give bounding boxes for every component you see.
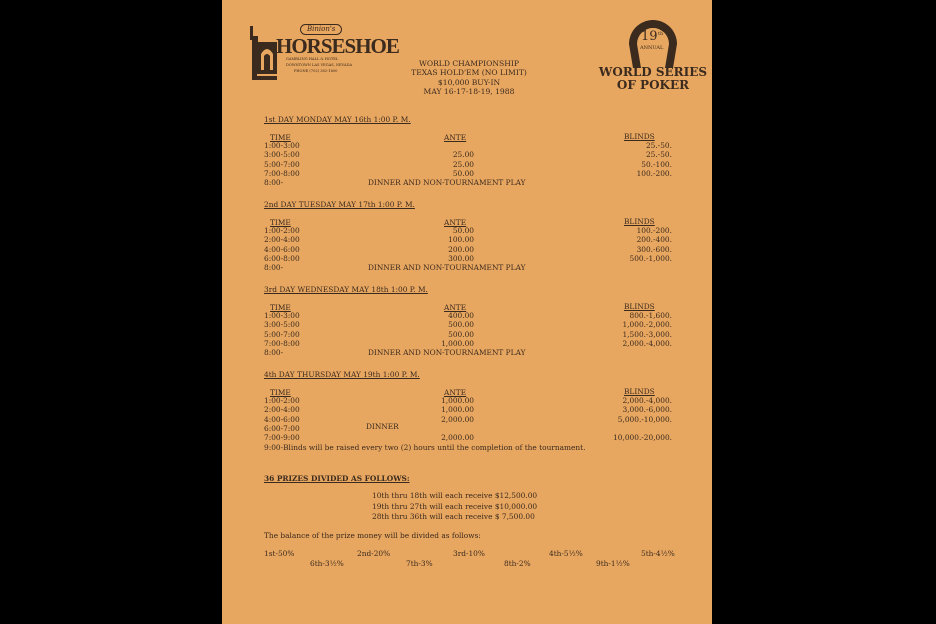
header-blinds: BLINDS — [624, 132, 655, 141]
badge-title-line1: WORLD SERIES — [598, 65, 708, 79]
blinds-cell: 100.-200. — [636, 226, 672, 235]
blinds-cell: 1,500.-3,000. — [622, 329, 672, 339]
prize-line: 10th thru 18th will each receive $12,500.00 — [372, 491, 538, 500]
percent-item: 3rd-10% — [453, 549, 485, 558]
badge-title-line2: OF POKER — [616, 78, 690, 92]
percent-item: 5th-4½% — [641, 549, 675, 558]
badge-number: 19 — [641, 29, 658, 44]
ante-cell: 1,000.00 — [441, 396, 474, 405]
header-line4: MAY 16-17-18-19, 1988 — [423, 87, 515, 97]
ante-cell: 300.00 — [448, 253, 474, 263]
badge-title — [598, 66, 708, 92]
blinds-cell: 500.-1,000. — [629, 253, 672, 263]
ante-cell: 200.00 — [448, 244, 474, 254]
time-cell: 1:00-3:00 — [264, 311, 300, 320]
time-cell: 6:00-8:00 — [264, 253, 300, 263]
prizes-heading: 36 PRIZES DIVIDED AS FOLLOWS: — [264, 474, 410, 483]
ante-cell: 1,000.00 — [441, 338, 474, 348]
header-line3: $10,000 BUY-IN — [437, 77, 501, 87]
logo-script: Binion's — [300, 24, 342, 35]
blinds-cell: 300.-600. — [636, 244, 672, 254]
prize-line: 19th thru 27th will each receive $10,000.00 — [372, 502, 538, 511]
ante-cell: 50.00 — [452, 226, 474, 235]
blinds-cell: 10,000.-20,000. — [613, 433, 672, 443]
header-time: TIME — [270, 388, 291, 397]
time-cell: 5:00-7:00 — [264, 159, 300, 169]
time-cell: 2:00-4:00 — [264, 235, 300, 245]
percent-item: 9th-1½% — [596, 559, 630, 568]
blinds-cell: 3,000.-6,000. — [622, 405, 672, 415]
percent-item: 2nd-20% — [357, 549, 391, 558]
prizes-balance: The balance of the prize money will be divided as follows: — [264, 531, 481, 540]
logo-tagline: DOWNTOWN LAS VEGAS, NEVADA — [286, 63, 353, 67]
header-line2: TEXAS HOLD'EM (NO LIMIT) — [411, 68, 527, 78]
blinds-cell: 25.-50. — [645, 141, 672, 150]
ante-cell: 2,000.00 — [441, 433, 474, 443]
end-time: 8:00- — [264, 348, 284, 358]
ante-cell: 50.00 — [452, 168, 474, 178]
time-cell: 3:00-5:00 — [264, 320, 300, 330]
event-header — [394, 59, 544, 97]
header-time: TIME — [270, 303, 291, 312]
end-time: 8:00- — [264, 178, 284, 188]
ante-cell: 500.00 — [448, 320, 474, 330]
time-cell: 4:00-6:00 — [264, 244, 300, 254]
logo-name: HORSESHOE — [276, 34, 399, 58]
header-ante: ANTE — [444, 218, 467, 227]
ante-cell: 25.00 — [452, 150, 474, 160]
percent-item: 6th-3½% — [310, 559, 344, 568]
prize-line: 28th thru 36th will each receive $ 7,500.00 — [372, 512, 535, 521]
time-cell: 5:00-7:00 — [264, 329, 300, 339]
end-time: 8:00- — [264, 263, 284, 273]
blinds-cell: 25.-50. — [645, 150, 672, 160]
header-ante: ANTE — [444, 303, 467, 312]
logo-line1: GAMBLING HALL & HOTEL — [286, 57, 339, 61]
header-blinds: BLINDS — [624, 217, 655, 226]
badge-suffix: th — [658, 31, 664, 37]
time-cell: 4:00-6:00 — [264, 414, 300, 424]
dinner-label: DINNER — [366, 421, 399, 431]
blinds-cell: 50.-100. — [641, 159, 672, 169]
header-time: TIME — [270, 218, 291, 227]
blinds-cell: 5,000.-10,000. — [617, 414, 672, 424]
header-line1: WORLD CHAMPIONSHIP — [419, 59, 519, 68]
time-cell: 3:00-5:00 — [264, 150, 300, 160]
ante-cell: 2,000.00 — [441, 414, 474, 424]
horseshoe-logo — [248, 24, 399, 82]
blinds-cell: 100.-200. — [636, 168, 672, 178]
time-cell: 2:00-4:00 — [264, 405, 300, 415]
day-title: 2nd DAY TUESDAY MAY 17th 1:00 P. M. — [264, 200, 415, 209]
end-text: DINNER AND NON-TOURNAMENT PLAY — [368, 263, 526, 273]
document-page — [222, 0, 712, 624]
ante-cell: 25.00 — [452, 159, 474, 169]
percent-item: 7th-3% — [406, 559, 433, 568]
blinds-cell: 200.-400. — [636, 235, 672, 245]
time-cell: 7:00-8:00 — [264, 338, 300, 348]
end-text: DINNER AND NON-TOURNAMENT PLAY — [368, 178, 526, 188]
day-title: 4th DAY THURSDAY MAY 19th 1:00 P. M. — [264, 370, 420, 379]
blinds-cell: 2,000.-4,000. — [622, 338, 672, 348]
ante-cell: 400.00 — [448, 311, 474, 320]
percent-item: 8th-2% — [504, 559, 531, 568]
time-cell: 1:00-2:00 — [264, 226, 300, 235]
day-title: 3rd DAY WEDNESDAY MAY 18th 1:00 P. M. — [264, 285, 428, 294]
logo-phone: PHONE (702) 382-1600 — [294, 69, 338, 73]
header-time: TIME — [270, 133, 291, 142]
time-cell: 7:00-8:00 — [264, 168, 300, 178]
wsop-badge — [598, 14, 708, 104]
header-ante: ANTE — [444, 133, 467, 142]
percent-item: 4th-5½% — [549, 549, 583, 558]
time-cell: 1:00-3:00 — [264, 141, 300, 150]
percent-item: 1st-50% — [264, 549, 295, 558]
badge-annual: ANNUAL — [640, 45, 664, 51]
time-cell: 6:00-7:00 — [264, 423, 300, 433]
ante-cell: 1,000.00 — [441, 405, 474, 415]
day-title: 1st DAY MONDAY MAY 16th 1:00 P. M. — [264, 115, 411, 124]
end-text: DINNER AND NON-TOURNAMENT PLAY — [368, 348, 526, 358]
time-cell: 7:00-9:00 — [264, 433, 300, 443]
time-cell: 1:00-2:00 — [264, 396, 300, 405]
blinds-cell: 800.-1,600. — [629, 311, 672, 320]
blinds-cell: 1,000.-2,000. — [622, 320, 672, 330]
ante-cell: 500.00 — [448, 329, 474, 339]
header-ante: ANTE — [444, 388, 467, 397]
header-blinds: BLINDS — [624, 387, 655, 396]
ante-cell: 100.00 — [448, 235, 474, 245]
end-text: 9:00-Blinds will be raised every two (2) hours until the completion of the tournament. — [264, 442, 586, 452]
header-blinds: BLINDS — [624, 302, 655, 311]
blinds-cell: 2,000.-4,000. — [622, 396, 672, 405]
